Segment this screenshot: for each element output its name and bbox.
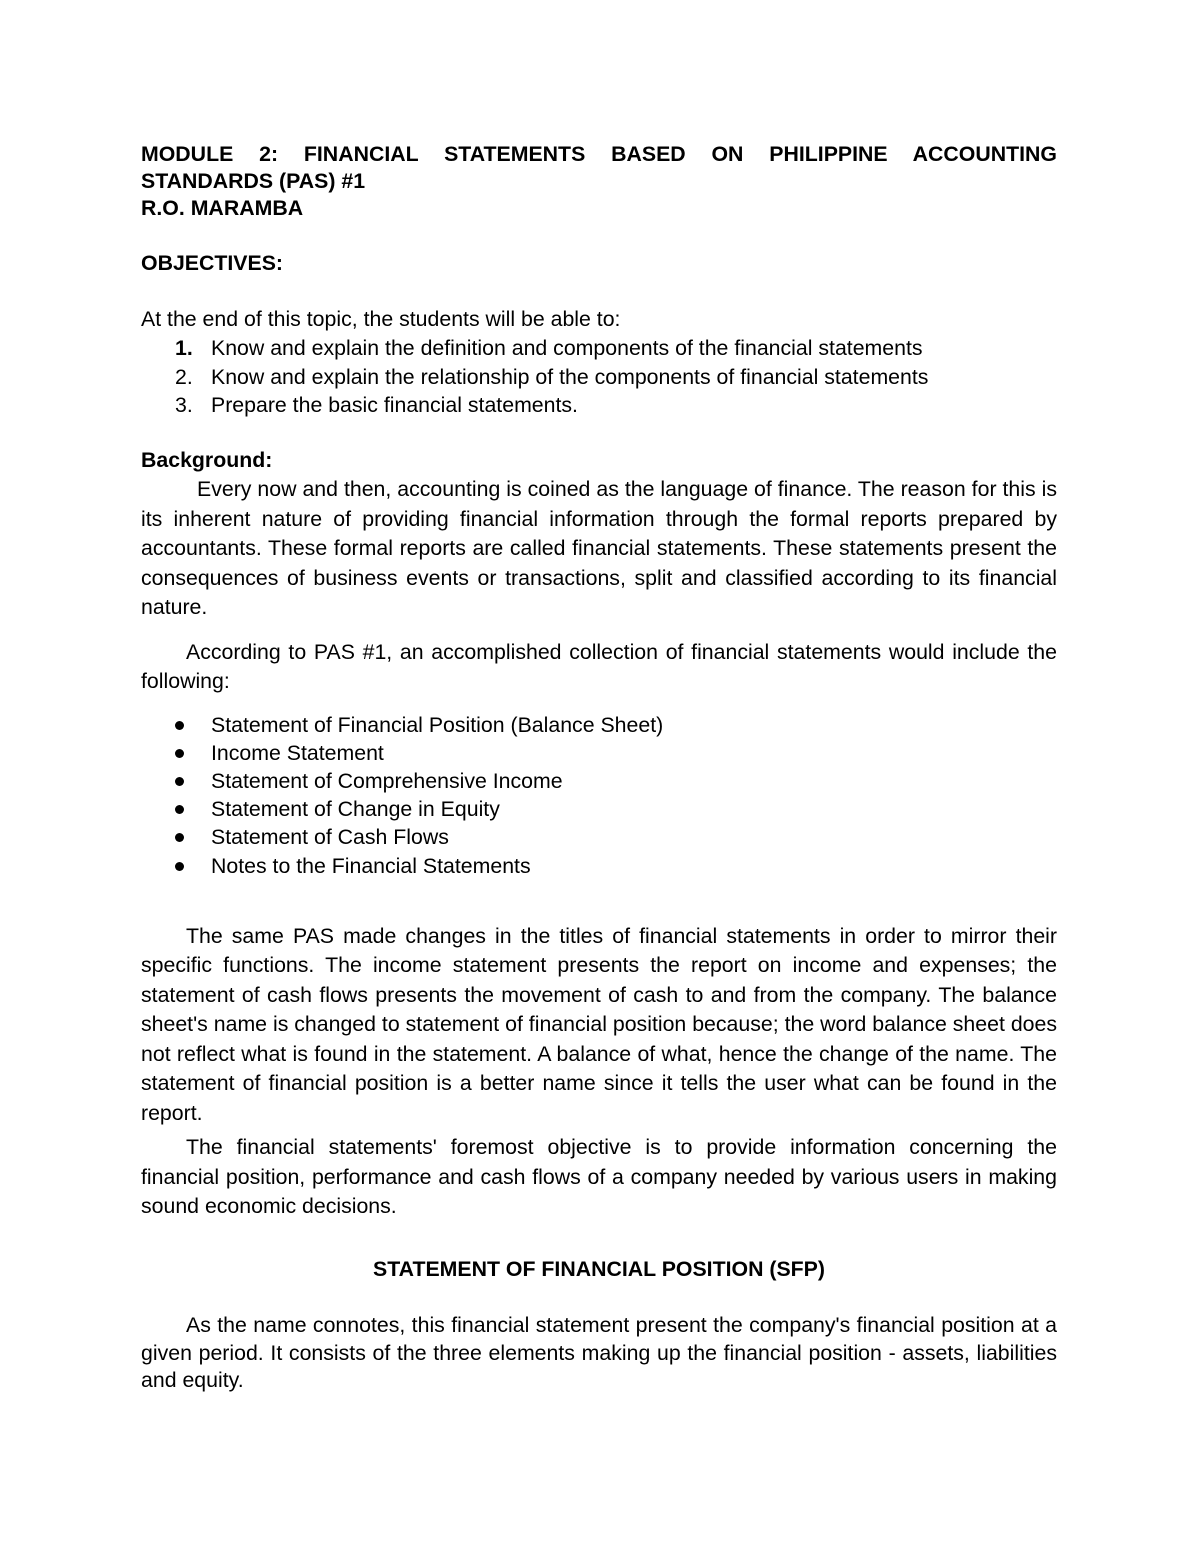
bullet-icon — [175, 777, 184, 786]
list-item — [141, 823, 1057, 851]
list-item-text: Statement of Financial Position (Balance Sheet) — [211, 712, 664, 737]
bullet-icon — [175, 749, 184, 758]
objective-number: 2. — [175, 364, 193, 389]
financial-statements-list — [141, 711, 1057, 880]
list-item — [141, 852, 1057, 880]
bullet-icon — [175, 833, 184, 842]
list-item-text: Statement of Change in Equity — [211, 797, 500, 822]
background-paragraph-1: Every now and then, accounting is coined as the language of finance. The reason for this is its inherent nature of providing financial information through the formal reports prepared by accountants. These formal reports are called financial statements. These statements present the consequences of business events or transactions, split and classified according to its financial nature. — [141, 477, 1057, 619]
background-paragraph-4: The financial statements' foremost objective is to provide information concerning the financial position, performance and cash flows of a company needed by various users in making sound economic decisions. — [141, 1135, 1057, 1219]
module-title-line-2: STANDARDS (PAS) #1 — [141, 169, 366, 193]
list-item-text: Statement of Cash Flows — [211, 825, 449, 850]
objective-item — [141, 363, 1057, 392]
objective-text: Know and explain the relationship of the components of financial statements — [211, 364, 929, 389]
list-item-text: Statement of Comprehensive Income — [211, 768, 563, 793]
objective-number: 3. — [175, 393, 193, 417]
bullet-icon — [175, 721, 184, 730]
background-paragraph-3: The same PAS made changes in the titles of financial statements in order to mirror their specific functions. The income statement presents the report on income and expenses; the statement of cash flows presents the movement of cash to and from the company. The balance sheet's name is changed to statement of financial position because; the word balance sheet does not reflect what is found in the statement. A balance of what, hence the change of the name. The statement of financial position is a better name since it tells the user what can be found in the report. — [141, 923, 1057, 1125]
list-item — [141, 767, 1057, 795]
objectives-intro: At the end of this topic, the students will be able to: — [141, 306, 621, 331]
objective-item — [141, 391, 1057, 420]
objective-item — [141, 334, 1057, 363]
objective-number: 1. — [175, 336, 193, 360]
objective-text: Prepare the basic financial statements. — [211, 393, 578, 417]
list-item-text: Income Statement — [211, 740, 384, 765]
background-heading: Background: — [141, 447, 273, 472]
background-paragraph-2: According to PAS #1, an accomplished collection of financial statements would include the following: — [141, 639, 1057, 693]
document-page — [141, 141, 1057, 1395]
module-title-line-1: MODULE 2: FINANCIAL STATEMENTS BASED ON PHILIPPINE ACCOUNTING — [141, 142, 1057, 166]
objective-text: Know and explain the definition and components of the financial statements — [211, 336, 923, 360]
bullet-icon — [175, 862, 184, 871]
sfp-paragraph: As the name connotes, this financial statement present the company's financial position at a given period. It consists of the three elements making up the financial position - assets, liabilities and equity. — [141, 1313, 1057, 1393]
list-item-text: Notes to the Financial Statements — [211, 853, 531, 878]
objectives-heading: OBJECTIVES: — [141, 251, 284, 275]
module-title — [141, 141, 1057, 222]
list-item — [141, 739, 1057, 767]
objectives-list — [141, 334, 1057, 420]
bullet-icon — [175, 805, 184, 814]
list-item — [141, 711, 1057, 739]
sfp-heading: STATEMENT OF FINANCIAL POSITION (SFP) — [373, 1256, 825, 1281]
author-name: R.O. MARAMBA — [141, 196, 304, 220]
list-item — [141, 795, 1057, 823]
